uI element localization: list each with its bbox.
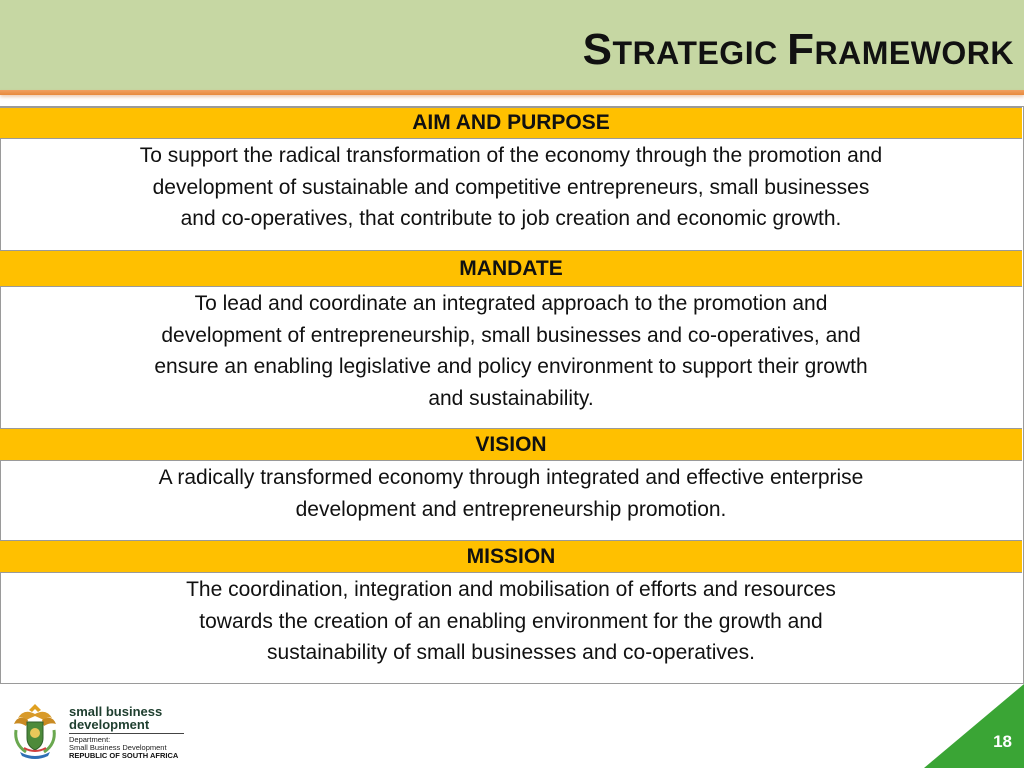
section-heading-vision: VISION — [0, 428, 1022, 461]
section-line: and sustainability. — [428, 386, 594, 410]
section-line: ensure an enabling legislative and policy environment to support their growth — [154, 355, 868, 378]
header-divider — [0, 90, 1024, 95]
section-line: towards the creation of an enabling environment for the growth and — [199, 609, 823, 633]
brand-divider — [69, 733, 184, 734]
brand-name-line1: small business — [69, 704, 163, 719]
brand-name-line2: development — [69, 717, 150, 732]
country-name: REPUBLIC OF SOUTH AFRICA — [69, 751, 179, 760]
section-body-mission — [0, 574, 1022, 669]
department-name: Small Business Development — [69, 743, 167, 752]
section-line: development of entrepreneurship, small businesses and co-operatives, and — [161, 323, 861, 347]
section-body-vision — [0, 462, 1022, 525]
section-line: A radically transformed economy through integrated and effective enterprise — [158, 466, 864, 489]
section-line: development of sustainable and competitive entrepreneurs, small businesses — [152, 175, 870, 199]
section-line: and co-operatives, that contribute to job creation and economic growth. — [180, 207, 842, 230]
slide-title: STRATEGIC FRAMEWORK — [582, 25, 1014, 74]
section-heading-aim: AIM AND PURPOSE — [0, 107, 1022, 139]
section-line: The coordination, integration and mobilisation of efforts and resources — [186, 578, 836, 601]
section-line: To support the radical transformation of the economy through the promotion and — [139, 144, 883, 167]
corner-triangle — [924, 684, 1024, 768]
section-body-mandate — [0, 288, 1022, 414]
section-line: sustainability of small businesses and co-operatives. — [267, 641, 755, 664]
section-heading-mandate: MANDATE — [0, 250, 1022, 287]
page-number: 18 — [993, 732, 1012, 751]
department-label: Department: — [69, 735, 111, 744]
coat-of-arms-icon — [8, 700, 62, 762]
section-heading-mission: MISSION — [0, 540, 1022, 573]
section-line: development and entrepreneurship promotion. — [295, 497, 727, 521]
section-body-aim — [0, 140, 1022, 235]
section-line: To lead and coordinate an integrated approach to the promotion and — [194, 292, 828, 315]
